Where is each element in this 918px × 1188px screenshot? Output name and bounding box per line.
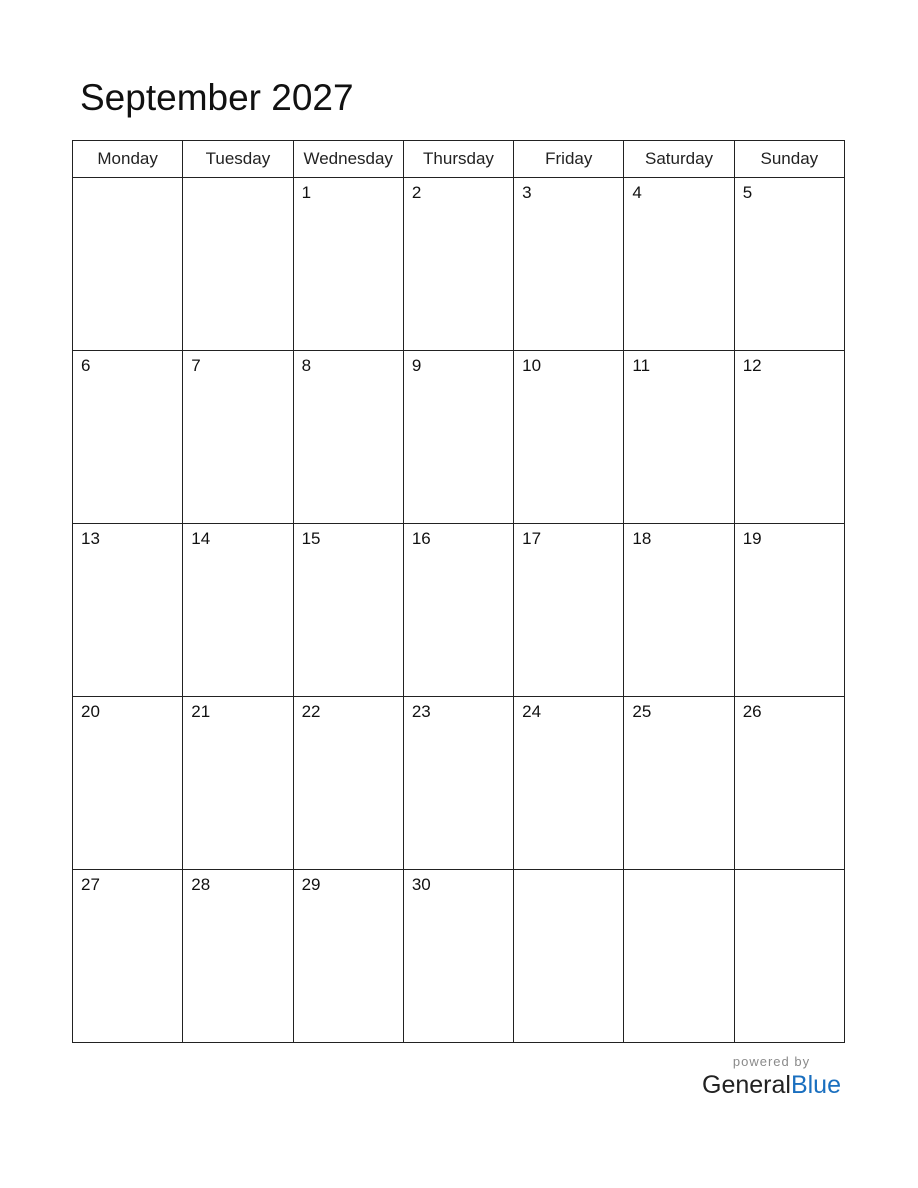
day-cell bbox=[624, 351, 734, 524]
day-cell bbox=[624, 178, 734, 351]
day-number: 23 bbox=[411, 702, 431, 721]
day-number bbox=[73, 178, 182, 183]
day-cell bbox=[73, 178, 183, 351]
day-number: 2 bbox=[411, 183, 422, 202]
weekday-header-row bbox=[73, 141, 845, 178]
day-cell bbox=[293, 524, 403, 697]
day-cell bbox=[624, 524, 734, 697]
day-cell bbox=[514, 870, 624, 1043]
brand-wordmark bbox=[702, 1069, 841, 1101]
day-number bbox=[183, 178, 292, 183]
day-number: 11 bbox=[632, 356, 651, 375]
page-title: September 2027 bbox=[80, 77, 354, 118]
day-cell bbox=[293, 697, 403, 870]
day-number: 27 bbox=[81, 875, 100, 894]
day-cell bbox=[734, 524, 844, 697]
day-cell bbox=[183, 697, 293, 870]
day-number bbox=[735, 870, 844, 875]
brand-name-blue: Blue bbox=[790, 1071, 841, 1099]
day-cell bbox=[73, 524, 183, 697]
day-number: 14 bbox=[191, 529, 211, 548]
day-number: 24 bbox=[522, 702, 542, 721]
weekday-header-friday: Friday bbox=[514, 141, 624, 178]
day-number: 6 bbox=[81, 356, 91, 375]
day-number: 18 bbox=[632, 529, 652, 548]
day-number: 26 bbox=[742, 702, 762, 721]
weekday-header-tuesday: Tuesday bbox=[183, 141, 293, 178]
weekday-header-saturday: Saturday bbox=[624, 141, 734, 178]
day-cell bbox=[403, 870, 513, 1043]
day-number: 25 bbox=[632, 702, 652, 721]
day-cell bbox=[514, 697, 624, 870]
day-number: 21 bbox=[191, 702, 211, 721]
day-number: 1 bbox=[301, 183, 312, 202]
calendar-grid bbox=[72, 140, 845, 1043]
day-number: 4 bbox=[632, 183, 642, 202]
powered-by-label: powered by bbox=[732, 1054, 811, 1069]
day-cell bbox=[73, 351, 183, 524]
day-cell bbox=[183, 524, 293, 697]
week-row bbox=[73, 351, 845, 524]
day-cell bbox=[624, 697, 734, 870]
day-cell bbox=[514, 524, 624, 697]
generalblue-logo[interactable] bbox=[702, 1055, 841, 1101]
day-number: 3 bbox=[522, 183, 532, 202]
day-cell bbox=[293, 351, 403, 524]
day-number: 28 bbox=[191, 875, 211, 894]
day-cell bbox=[73, 870, 183, 1043]
day-cell bbox=[734, 697, 844, 870]
day-number: 20 bbox=[81, 702, 100, 721]
day-number: 8 bbox=[301, 356, 312, 375]
day-cell bbox=[734, 351, 844, 524]
day-cell bbox=[734, 178, 844, 351]
day-number: 16 bbox=[411, 529, 431, 548]
day-number: 29 bbox=[301, 875, 321, 894]
day-cell bbox=[183, 351, 293, 524]
weekday-header-sunday: Sunday bbox=[734, 141, 844, 178]
day-number bbox=[514, 870, 623, 875]
day-number: 13 bbox=[81, 529, 100, 548]
weekday-header-wednesday: Wednesday bbox=[293, 141, 403, 178]
day-number: 19 bbox=[742, 529, 762, 548]
day-number: 22 bbox=[301, 702, 321, 721]
day-cell bbox=[293, 178, 403, 351]
day-cell bbox=[514, 351, 624, 524]
day-cell bbox=[514, 178, 624, 351]
day-cell bbox=[403, 351, 513, 524]
day-number: 30 bbox=[411, 875, 431, 894]
day-cell bbox=[183, 178, 293, 351]
day-cell bbox=[624, 870, 734, 1043]
day-cell bbox=[403, 697, 513, 870]
week-row bbox=[73, 178, 845, 351]
week-row bbox=[73, 870, 845, 1043]
day-number: 9 bbox=[411, 356, 422, 375]
weekday-header-monday: Monday bbox=[73, 141, 183, 178]
weekday-header-thursday: Thursday bbox=[403, 141, 513, 178]
day-number: 10 bbox=[522, 356, 542, 375]
day-number: 7 bbox=[191, 356, 201, 375]
day-cell bbox=[403, 524, 513, 697]
week-row bbox=[73, 697, 845, 870]
day-number: 5 bbox=[742, 183, 753, 202]
day-number: 15 bbox=[301, 529, 321, 548]
day-cell bbox=[183, 870, 293, 1043]
day-cell bbox=[403, 178, 513, 351]
day-cell bbox=[293, 870, 403, 1043]
day-number: 17 bbox=[522, 529, 542, 548]
day-number: 12 bbox=[742, 356, 762, 375]
brand-name-general: General bbox=[702, 1071, 791, 1099]
day-cell bbox=[734, 870, 844, 1043]
day-number bbox=[624, 870, 733, 875]
week-row bbox=[73, 524, 845, 697]
day-cell bbox=[73, 697, 183, 870]
